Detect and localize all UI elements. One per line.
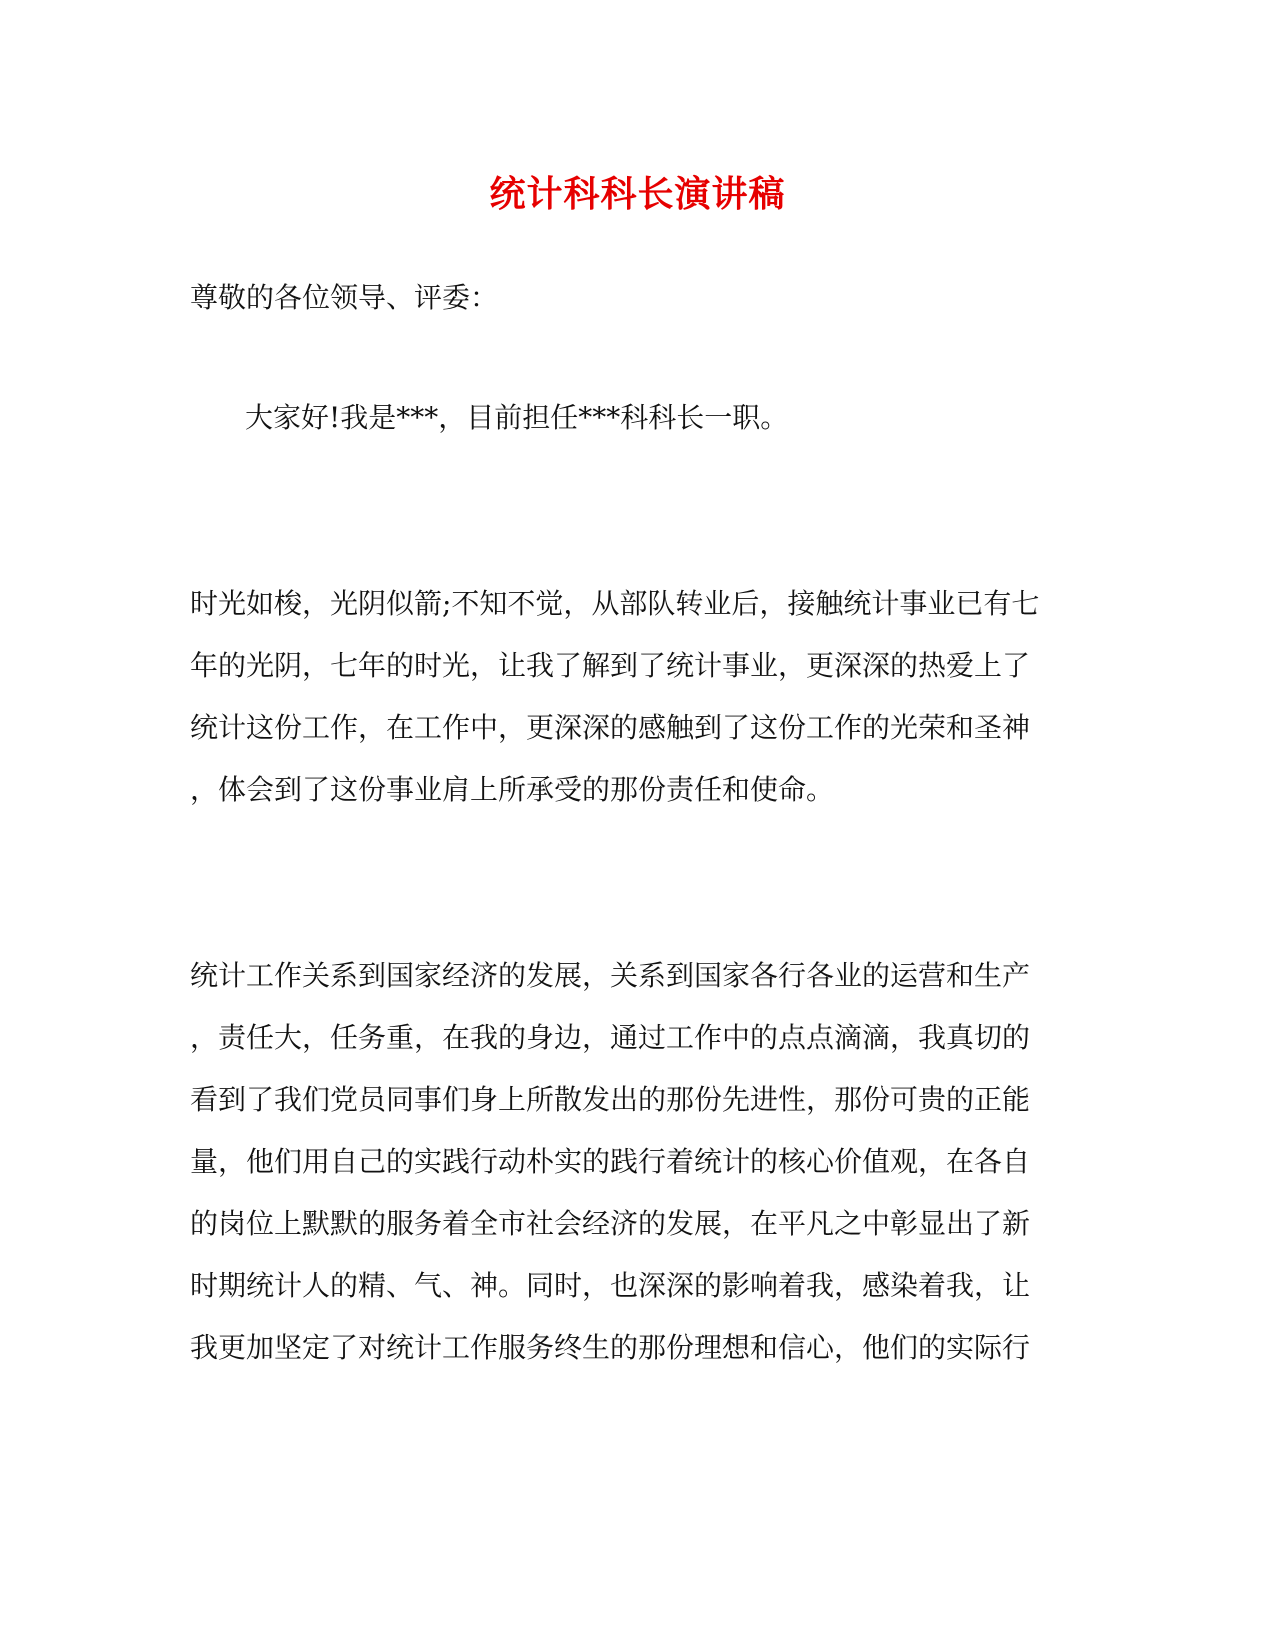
- paragraph2-line: ，责任大，任务重，在我的身边，通过工作中的点点滴滴，我真切的: [190, 1021, 1031, 1054]
- paragraph1-line: 时光如梭，光阴似箭;不知不觉，从部队转业后，接触统计事业已有七: [190, 587, 1040, 620]
- paragraph1-line: ，体会到了这份事业肩上所承受的那份责任和使命。: [190, 773, 835, 806]
- paragraph2-line: 的岗位上默默的服务着全市社会经济的发展，在平凡之中彰显出了新: [190, 1207, 1031, 1240]
- paragraph2-line: 量，他们用自己的实践行动朴实的践行着统计的核心价值观，在各自: [190, 1145, 1031, 1178]
- paragraph2-line: 看到了我们党员同事们身上所散发出的那份先进性，那份可贵的正能: [190, 1083, 1031, 1116]
- paragraph2-line: 时期统计人的精、气、神。同时，也深深的影响着我，感染着我，让: [190, 1269, 1031, 1302]
- paragraph2-line: 统计工作关系到国家经济的发展，关系到国家各行各业的运营和生产: [190, 959, 1031, 992]
- paragraph2-line: 我更加坚定了对统计工作服务终生的那份理想和信心，他们的实际行: [190, 1331, 1031, 1364]
- paragraph1-line: 统计这份工作，在工作中，更深深的感触到了这份工作的光荣和圣神: [190, 711, 1031, 744]
- document-title: 统计科科长演讲稿: [489, 173, 786, 215]
- paragraph1-line: 年的光阴，七年的时光，让我了解到了统计事业，更深深的热爱上了: [190, 649, 1031, 682]
- greeting: 大家好!我是***，目前担任***科科长一职。: [245, 401, 789, 434]
- salutation: 尊敬的各位领导、评委：: [190, 281, 499, 314]
